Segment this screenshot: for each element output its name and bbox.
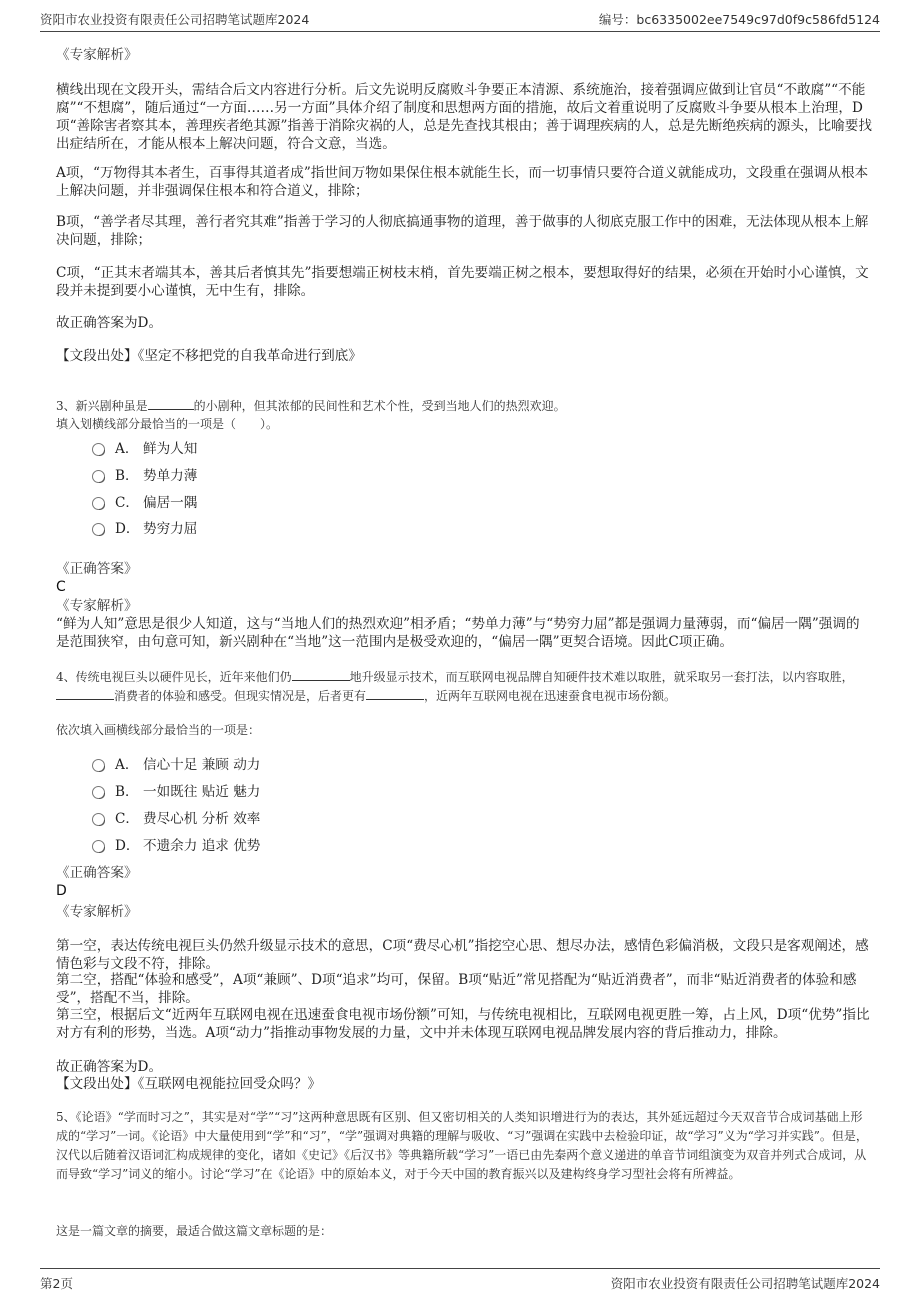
q3-blank [148, 398, 194, 410]
q2-analysis-b: B项，“善学者尽其理，善行者究其难”指善于学习的人彻底搞通事物的道理，善于做事的人彻底克服工作中的困难，无法体现从根本上解决问题，排除； [56, 214, 869, 248]
q4-stem: 4、传统电视巨头以硬件见长，近年来他们仍 地升级显示技术，而互联网电视品牌自知硬件技术难以取胜，就采取另一套打法，以内容取胜，消费者的体验和感受。但现实情况是，后者更有 ，近两年互联网电视在迅速蚕食电视市场份额。 [56, 670, 854, 703]
q4-blank-2 [56, 688, 114, 700]
q4-instruction: 依次填入画横线部分最恰当的一项是： [56, 723, 261, 737]
q4-option-a[interactable]: A． 信心十足 兼顾 动力 [92, 752, 492, 774]
q4-answer: D [56, 883, 67, 899]
q3-analysis: “鲜为人知”意思是很少人知道，这与“当地人们的热烈欢迎”相矛盾；“势单力薄”与“势穷力屈”都是强调力量薄弱，而“偏居一隅”强调的是范围狭窄，由句意可知，新兴剧种在“当地”这一范围内是极受欢迎的，“偏居一隅”更契合语境。因此C项正确。 [56, 616, 860, 650]
q2-analysis-a: A项，“万物得其本者生，百事得其道者成”指世间万物如果保住根本就能生长，而一切事情只要符合道义就能成功，文段重在强调从根本上解决问题，并非强调保住根本和符合道义，排除； [56, 165, 869, 199]
q3-option-b[interactable]: B． 势单力薄 [92, 463, 492, 485]
q3-answer: C [56, 579, 66, 595]
header-title: 资阳市农业投资有限责任公司招聘笔试题库2024 [40, 12, 310, 27]
radio-icon[interactable] [92, 523, 105, 536]
q4-option-d[interactable]: D． 不遗余力 追求 优势 [92, 833, 492, 855]
radio-icon[interactable] [92, 470, 105, 483]
q5-stem: 5、《论语》“学而时习之”，其实是对“学”“习”这两种意思既有区别、但又密切相关的人类知识增进行为的表达，其外延远超过今天双音节合成词基础上形成的“学习”一词。《论语》中大量使用到“学”和“习”，“学”强调对典籍的理解与吸收、“习”强调在实践中去检验印证，故“学习”义为“学习并实践”。但是，汉代以后随着汉语词汇构成规律的变化，诸如《史记》《后汉书》等典籍所载“学习”一语已由先秦两个意义递进的单音节词组演变为双音并列式合成词，从而导致“学习”词义的缩小。讨论“学习”在《论语》中的原始本义，对于今天中国的教育振兴以及建构终身学习型社会将有所裨益。 [56, 1110, 868, 1181]
q4-analysis-1: 第一空，表达传统电视巨头仍然升级显示技术的意思，C项“费尽心机”指挖空心思、想尽办法，感情色彩偏消极，文段只是客观阐述，感情色彩与文段不符，排除。 [56, 938, 869, 972]
q3-option-c[interactable]: C． 偏居一隅 [92, 490, 492, 512]
q2-expert-label: 《专家解析》 [56, 47, 138, 63]
q4-blank-3 [366, 688, 424, 700]
radio-icon[interactable] [92, 786, 105, 799]
q3-stem: 3、新兴剧种虽是 的小剧种，但其浓郁的民间性和艺术个性，受到当地人们的热烈欢迎。 [56, 399, 566, 413]
page-footer [40, 1268, 880, 1292]
q2-source: 【文段出处】《坚定不移把党的自我革命进行到底》 [56, 348, 362, 364]
q4-analysis-2: 第二空，搭配“体验和感受”，A项“兼顾”、D项“追求”均可，保留。B项“贴近”常见搭配为“贴近消费者”，而非“贴近消费者的体验和感受”，搭配不当，排除。 [56, 972, 857, 1006]
q4-blank-1 [292, 669, 350, 681]
footer-title: 资阳市农业投资有限责任公司招聘笔试题库2024 [610, 1276, 880, 1291]
radio-icon[interactable] [92, 813, 105, 826]
q2-analysis-c: C项，“正其末者端其本，善其后者慎其先”指要想端正树枝末梢，首先要端正树之根本，要想取得好的结果，必须在开始时小心谨慎，文段并未提到要小心谨慎，无中生有，排除。 [56, 265, 869, 299]
q4-option-c[interactable]: C． 费尽心机 分析 效率 [92, 806, 492, 828]
header-doc-id: 编号：bc6335002ee7549c97d0f9c586fd5124 [598, 12, 880, 27]
q4-answer-label: 《正确答案》 [56, 865, 138, 881]
q4-expert-label: 《专家解析》 [56, 904, 138, 920]
radio-icon[interactable] [92, 497, 105, 510]
q5-instruction: 这是一篇文章的摘要，最适合做这篇文章标题的是： [56, 1224, 333, 1238]
q2-analysis-main: 横线出现在文段开头，需结合后文内容进行分析。后文先说明反腐败斗争要正本清源、系统施治，接着强调应做到让官员“不敢腐”“不能腐”“不想腐”，随后通过“一方面……另一方面”具体介绍了制度和思想两方面的措施，故后文着重说明了反腐败斗争要从根本上治理，D项“善除害者察其本，善理疾者绝其源”指善于消除灾祸的人，总是先查找其根由；善于调理疾病的人，总是先断绝疾病的源头，比喻要找出症结所在，才能从根本上解决问题，符合文意，当选。 [56, 82, 872, 152]
q4-conclusion: 故正确答案为D。 [56, 1059, 163, 1075]
q3-option-d[interactable]: D． 势穷力屈 [92, 516, 492, 538]
page-number: 第2页 [40, 1276, 73, 1291]
q4-source: 【文段出处】《互联网电视能拉回受众吗？》 [56, 1076, 322, 1092]
radio-icon[interactable] [92, 840, 105, 853]
q3-answer-label: 《正确答案》 [56, 561, 138, 577]
q4-analysis-3: 第三空，根据后文“近两年互联网电视在迅速蚕食电视市场份额”可知，与传统电视相比，互联网电视更胜一筹，占上风，D项“优势”指比对方有利的形势，当选。A项“动力”指推动事物发展的力量，文中并未体现互联网电视品牌发展内容的背后推动力，排除。 [56, 1007, 870, 1041]
radio-icon[interactable] [92, 759, 105, 772]
page-header [40, 10, 880, 32]
q4-option-b[interactable]: B． 一如既往 贴近 魅力 [92, 779, 492, 801]
q3-instruction: 填入划横线部分最恰当的一项是（ ）。 [56, 417, 279, 431]
q2-conclusion: 故正确答案为D。 [56, 315, 163, 331]
radio-icon[interactable] [92, 443, 105, 456]
q3-expert-label: 《专家解析》 [56, 598, 138, 614]
q3-option-a[interactable]: A． 鲜为人知 [92, 436, 492, 458]
